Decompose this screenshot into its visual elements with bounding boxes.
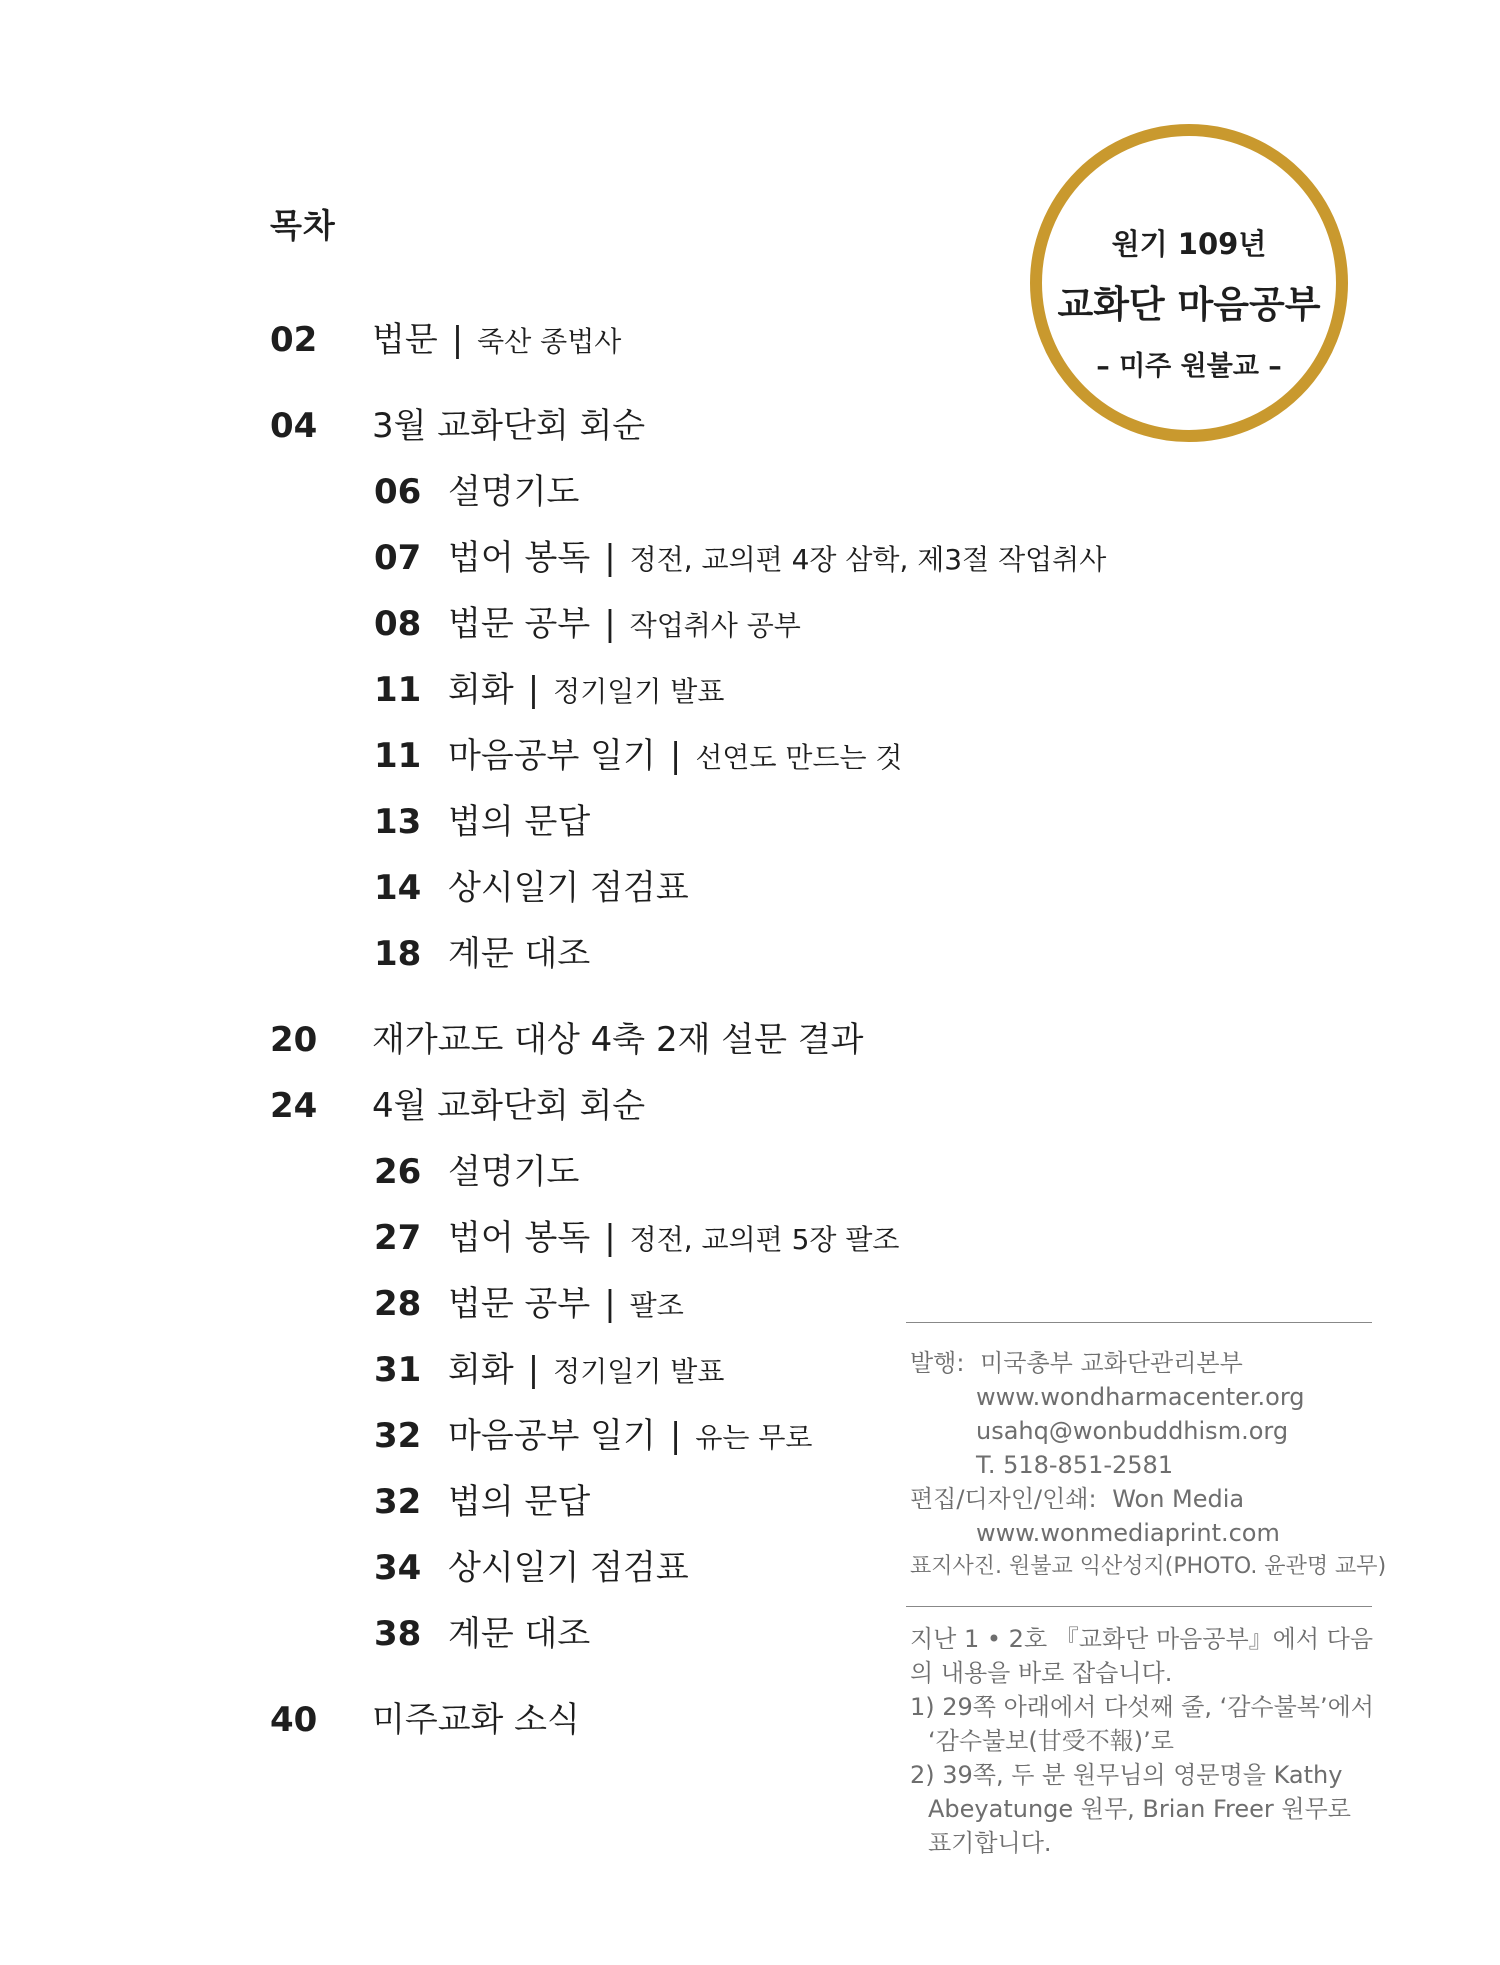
publisher-top-rule: [906, 1322, 1372, 1323]
toc-entry-text: [448, 1350, 725, 1390]
correction-line-2: 의 내용을 바로 잡습니다.: [910, 1659, 1173, 1687]
toc-entry-text: [448, 1416, 813, 1456]
toc-page-number: 11: [374, 670, 422, 710]
toc-page-number: 13: [374, 802, 422, 842]
toc-entry-title: 설명기도: [448, 472, 580, 512]
toc-entry-text: [448, 604, 801, 644]
toc-entry-subtitle: 선연도 만드는 것: [695, 741, 903, 774]
toc-entry-text: [372, 406, 646, 446]
toc-entry-text: [448, 1614, 591, 1654]
toc-page-number: 28: [374, 1284, 422, 1324]
toc-entry-title: 계문 대조: [448, 934, 591, 974]
toc-entry-subtitle: 유는 무로: [695, 1421, 813, 1454]
toc-page-number: 27: [374, 1218, 422, 1258]
toc-entry-title: 법문 공부: [448, 1284, 591, 1324]
toc-page-number: 32: [374, 1482, 422, 1522]
publisher-website: www.wondharmacenter.org: [976, 1383, 1305, 1411]
toc-separator: |: [604, 604, 616, 644]
toc-entry-title: 마음공부 일기: [448, 1416, 656, 1456]
toc-entry-title: 법의 문답: [448, 1482, 591, 1522]
toc-page-number: 20: [270, 1020, 318, 1060]
toc-entry-text: [448, 934, 591, 974]
correction-item-1a: 1) 29쪽 아래에서 다섯째 줄, ‘감수불복’에서: [910, 1693, 1374, 1721]
toc-entry-subtitle: 팔조: [629, 1289, 684, 1322]
toc-entry-subtitle: 정전, 교의편 4장 삼학, 제3절 작업취사: [629, 543, 1107, 576]
toc-entry-title: 법의 문답: [448, 802, 591, 842]
badge: [1030, 124, 1348, 442]
toc-entry-subtitle: 정기일기 발표: [553, 1355, 725, 1388]
toc-entry-text: [448, 1284, 684, 1324]
toc-entry-text: [448, 802, 591, 842]
toc-entry-text: [448, 1152, 580, 1192]
cover-photo-credit: 표지사진. 원불교 익산성지(PHOTO. 윤관명 교무): [910, 1554, 1387, 1579]
toc-page-number: 34: [374, 1548, 422, 1588]
toc-entry-text: [372, 1086, 646, 1126]
correction-item-1b: ‘감수불보(甘受不報)’로: [928, 1727, 1174, 1755]
toc-entry-subtitle: 죽산 종법사: [477, 325, 622, 358]
editor-label: 편집/디자인/인쇄:: [910, 1485, 1097, 1513]
toc-separator: |: [604, 538, 616, 578]
toc-separator: |: [604, 1284, 616, 1324]
toc-page-number: 07: [374, 538, 422, 578]
correction-item-2c: 표기합니다.: [928, 1829, 1052, 1857]
editor-website: www.wonmediaprint.com: [976, 1519, 1280, 1547]
toc-entry-title: 회화: [448, 1350, 514, 1390]
publisher-line: [910, 1346, 1386, 1380]
toc-entry-text: [448, 472, 580, 512]
publisher-name: 미국총부 교화단관리본부: [980, 1349, 1243, 1377]
toc-entry-text: [372, 1700, 580, 1740]
toc-entry-title: 상시일기 점검표: [448, 868, 689, 908]
toc-entry-text: [448, 670, 725, 710]
toc-separator: |: [527, 670, 540, 710]
toc-page-number: 38: [374, 1614, 422, 1654]
badge-org: – 미주 원불교 –: [1096, 351, 1282, 382]
toc-page-number: 18: [374, 934, 422, 974]
toc-entry-title: 미주교화 소식: [372, 1700, 580, 1740]
toc-entry-subtitle: 정기일기 발표: [553, 675, 725, 708]
correction-line-1: 지난 1 • 2호 『교화단 마음공부』에서 다음: [910, 1625, 1374, 1653]
toc-entry-title: 계문 대조: [448, 1614, 591, 1654]
publisher-phone: T. 518-851-2581: [976, 1451, 1174, 1479]
toc-entry-text: [372, 320, 622, 360]
correction-note: [910, 1622, 1378, 1860]
toc-page-number: 04: [270, 406, 318, 446]
toc-page-number: 24: [270, 1086, 318, 1126]
toc-entry-subtitle: 작업취사 공부: [629, 609, 801, 642]
toc-page-number: 14: [374, 868, 422, 908]
editor-name: Won Media: [1112, 1485, 1245, 1513]
toc-page-number: 06: [374, 472, 422, 512]
toc-page-number: 11: [374, 736, 422, 776]
toc-separator: |: [451, 320, 464, 360]
correction-item-2b: Abeyatunge 원무, Brian Freer 원무로: [928, 1795, 1351, 1823]
toc-entry-text: [448, 868, 689, 908]
toc-entry-text: [448, 1482, 591, 1522]
toc-entry-title: 마음공부 일기: [448, 736, 656, 776]
toc-entry-text: [448, 1548, 689, 1588]
toc-entry-text: [448, 1218, 900, 1258]
toc-entry-title: 설명기도: [448, 1152, 580, 1192]
toc-entry-title: 법어 봉독: [448, 1218, 591, 1258]
toc-entry-title: 4월 교화단회 회순: [372, 1086, 646, 1126]
toc-page-number: 26: [374, 1152, 422, 1192]
toc-page-number: 02: [270, 320, 318, 360]
editor-line: [910, 1482, 1386, 1516]
toc-separator: |: [527, 1350, 540, 1390]
toc-entry-text: [448, 538, 1107, 578]
publisher-info: [910, 1346, 1386, 1584]
toc-entry-text: [372, 1020, 864, 1060]
toc-entry-title: 법어 봉독: [448, 538, 591, 578]
toc-entry-title: 3월 교화단회 회순: [372, 406, 646, 446]
toc-page-number: 40: [270, 1700, 318, 1740]
publisher-label: 발행:: [910, 1349, 965, 1377]
toc-page-number: 32: [374, 1416, 422, 1456]
publisher-bottom-rule: [906, 1606, 1372, 1607]
toc-separator: |: [669, 1416, 682, 1456]
toc-separator: |: [604, 1218, 616, 1258]
correction-item-2a: 2) 39쪽, 두 분 원무님의 영문명을 Kathy: [910, 1761, 1343, 1789]
toc-entry-title: 법문: [372, 320, 438, 360]
toc-page-number: 31: [374, 1350, 422, 1390]
toc-entry-title: 재가교도 대상 4축 2재 설문 결과: [372, 1020, 864, 1060]
toc-title: 목차: [270, 206, 336, 245]
publisher-email: usahq@wonbuddhism.org: [976, 1417, 1289, 1445]
toc-entry-title: 법문 공부: [448, 604, 591, 644]
toc-separator: |: [669, 736, 682, 776]
toc-entry-text: [448, 736, 903, 776]
toc-entry-subtitle: 정전, 교의편 5장 팔조: [629, 1223, 900, 1256]
toc-entry-title: 회화: [448, 670, 514, 710]
badge-title: 교화단 마음공부: [1057, 283, 1321, 326]
badge-year: 원기 109년: [1111, 227, 1267, 261]
toc-entry-title: 상시일기 점검표: [448, 1548, 689, 1588]
toc-page-number: 08: [374, 604, 422, 644]
